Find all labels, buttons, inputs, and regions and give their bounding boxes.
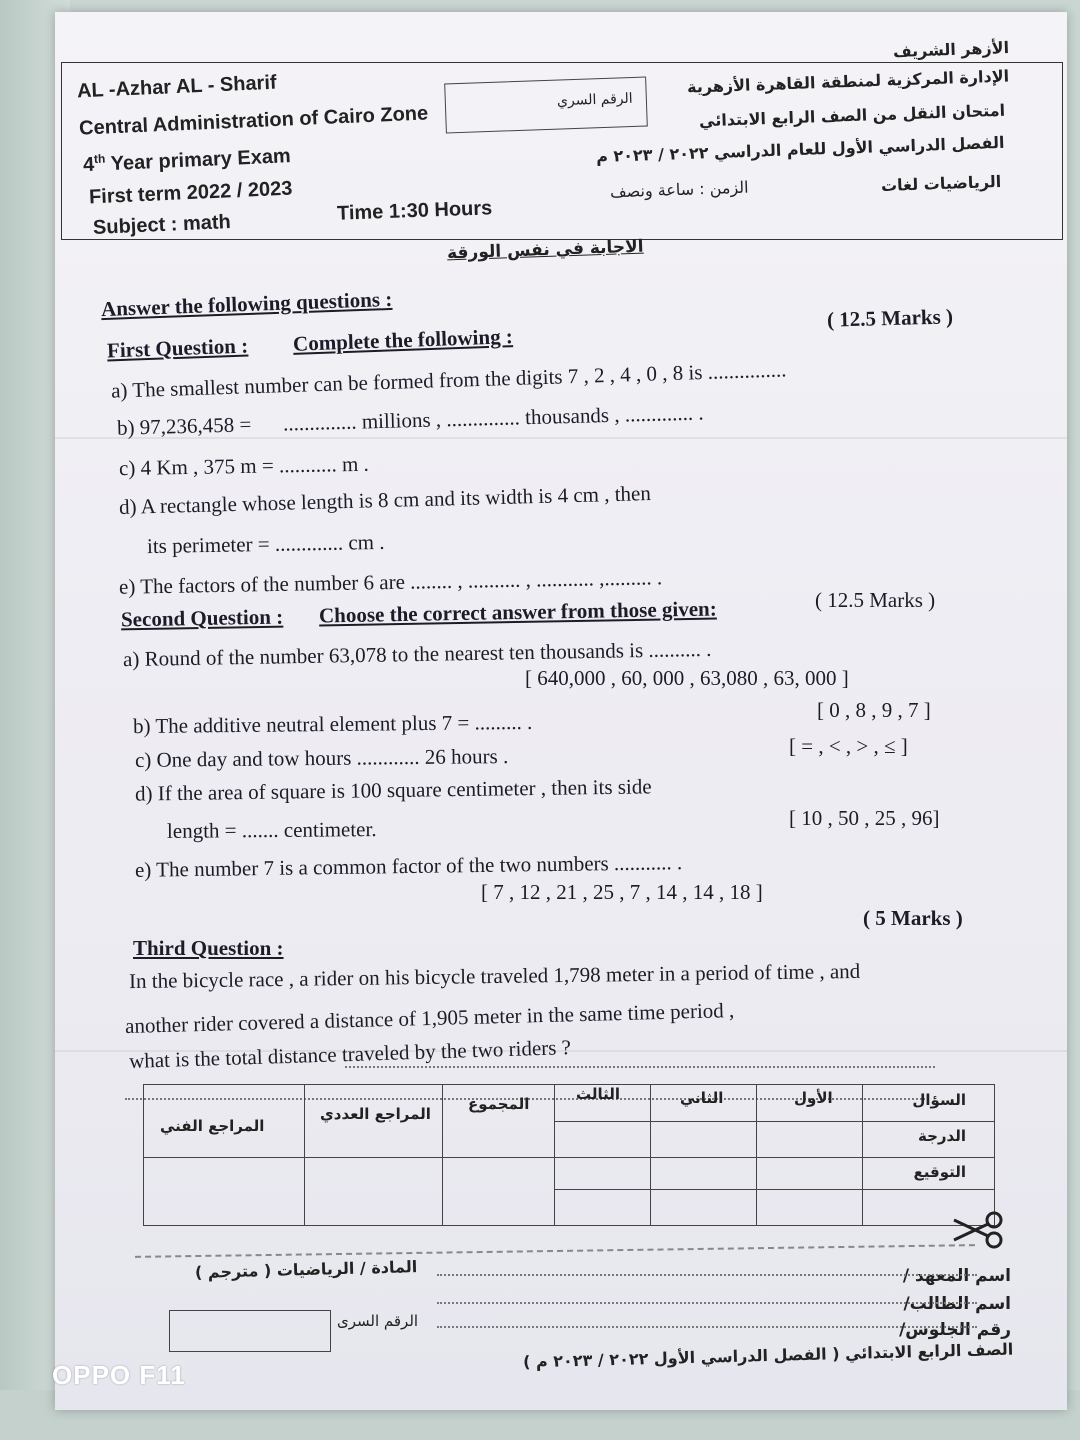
cut-line: [135, 1244, 975, 1258]
footer-student: اسم الطالب/: [903, 1294, 1011, 1314]
exam-paper: [55, 12, 1067, 1410]
answer-note: الاجابة في نفس الورقة: [446, 236, 644, 264]
footer-secret-label: الرقم السرى: [337, 1312, 419, 1330]
instructions: Answer the following questions :: [100, 286, 393, 322]
q1-title: First Question :: [106, 333, 249, 363]
q2-item-b-choices: [ 0 , 8 , 9 , 7 ]: [817, 698, 931, 722]
header-year-number: 4: [82, 153, 95, 177]
grade-table-total: المجموع: [468, 1095, 530, 1113]
q2-item-a-choices: [ 640,000 , 60, 000 , 63,080 , 63, 000 ]: [525, 666, 849, 690]
q2-item-e-choices: [ 7 , 12 , 21 , 25 , 7 , 14 , 14 , 18 ]: [481, 880, 763, 904]
q2-item-d-length: length = ....... centimeter.: [166, 817, 377, 843]
grade-table-divider: [304, 1085, 305, 1225]
header-ar-time: الزمن : ساعة ونصف: [610, 177, 750, 202]
q1-item-c: c) 4 Km , 375 m = ........... m .: [118, 451, 370, 481]
grade-table-divider: [554, 1085, 555, 1225]
q3-answer-line: [345, 1066, 935, 1068]
grade-table-row-line: [554, 1189, 994, 1190]
grade-table-row-line: [144, 1157, 994, 1158]
grade-table-signature: التوقيع: [913, 1163, 966, 1181]
q2-subtitle: Choose the correct answer from those given:: [318, 596, 717, 628]
header-exam-text: Year primary Exam: [110, 145, 292, 175]
q3-line2: another rider covered a distance of 1,905 meter in the same time period ,: [124, 998, 735, 1038]
grade-table-divider: [442, 1085, 443, 1225]
q2-item-c-choices: [ = , < , > , ≤ ]: [789, 734, 908, 758]
grade-table-divider: [862, 1085, 863, 1225]
q2-item-d-choices: [ 10 , 50 , 25 , 96]: [789, 806, 940, 830]
q2-item-c: c) One day and tow hours ............ 26 hours .: [134, 744, 509, 772]
q2-item-e: e) The number 7 is a common factor of the two numbers ........... .: [134, 850, 683, 882]
q3-line1: In the bicycle race , a rider on his bicycle traveled 1,798 meter in a period of time , and: [128, 958, 861, 994]
grade-table-numeric-reviewer: المراجع العددي: [320, 1105, 431, 1123]
header-ar-subject: الرياضيات لغات: [880, 171, 1002, 196]
footer-institute-line: [437, 1274, 977, 1276]
header-subject: Subject : math: [92, 211, 232, 239]
footer-subject: المادة / الرياضيات ( مترجم ): [194, 1257, 418, 1282]
q1-item-d: d) A rectangle whose length is 8 cm and its width is 4 cm , then: [118, 481, 652, 519]
q2-item-b: b) The additive neutral element plus 7 = ......... .: [132, 709, 533, 739]
header-admin: Central Administration of Cairo Zone: [78, 102, 429, 140]
grade-table-divider: [650, 1085, 651, 1225]
q1-item-d-perimeter: its perimeter = ............. cm .: [146, 529, 385, 559]
q3-line3: what is the total distance traveled by the two riders ?: [128, 1035, 572, 1073]
q2-title: Second Question :: [120, 604, 284, 632]
grade-table: [143, 1084, 995, 1226]
q2-item-d: d) If the area of square is 100 square centimeter , then its side: [134, 774, 652, 806]
header-ar-term: الفصل الدراسي الأول للعام الدراسي ٢٠٢٢ / ٢٠٢٣ م: [596, 132, 1006, 167]
q1-marks: ( 12.5 Marks ): [826, 304, 954, 332]
grade-table-question: السؤال: [912, 1091, 966, 1109]
header-ar-org: الأزهر الشريف: [892, 37, 1010, 62]
grade-table-divider: [756, 1085, 757, 1225]
camera-watermark: OPPO F11: [52, 1360, 186, 1390]
header-year-suffix: th: [93, 151, 106, 167]
q2-item-a: a) Round of the number 63,078 to the nearest ten thousands is .......... .: [122, 636, 712, 672]
header-term: First term 2022 / 2023: [88, 177, 293, 209]
header-time: Time 1:30 Hours: [336, 197, 493, 225]
q1-item-b-blanks: .............. millions , .............. thousands , ............. .: [282, 400, 704, 436]
grade-table-first: الأول: [794, 1089, 833, 1107]
q1-item-e: e) The factors of the number 6 are ........ , .......... , ........... ,......... .: [118, 565, 663, 599]
footer-seat: رقم الجلوس/: [899, 1320, 1011, 1340]
q1-item-a: a) The smallest number can be formed from the digits 7 , 2 , 4 , 0 , 8 is ...............: [110, 357, 787, 403]
grade-table-grade: الدرجة: [918, 1127, 966, 1145]
footer-institute: اسم المعهد /: [902, 1266, 1011, 1286]
q3-marks: ( 5 Marks ): [863, 906, 963, 930]
header-org: AL -Azhar AL - Sharif: [76, 71, 278, 103]
grade-table-third: الثالث: [576, 1085, 621, 1103]
q2-marks: ( 12.5 Marks ): [815, 588, 936, 612]
q3-title: Third Question :: [133, 936, 284, 960]
header-ar-exam: امتحان النقل من الصف الرابع الابتدائي: [698, 100, 1006, 131]
grade-table-row-line: [554, 1121, 994, 1122]
footer-seat-line: [437, 1326, 977, 1328]
q1-subtitle: Complete the following :: [292, 324, 514, 356]
grade-table-technical-reviewer: المراجع الفني: [160, 1117, 265, 1135]
q1-item-b: b) 97,236,458 =: [116, 412, 252, 440]
secret-number-label: الرقم السري: [556, 90, 633, 110]
scissors-icon: [950, 1210, 1006, 1250]
header-ar-admin: الإدارة المركزية لمنطقة القاهرة الأزهرية: [686, 66, 1010, 97]
footer-secret-box: [169, 1310, 331, 1352]
footer-grade-line: الصف الرابع الابتدائي ( الفصل الدراسي الأول ٢٠٢٢ / ٢٠٢٣ م ): [522, 1339, 1014, 1372]
grade-table-second: الثاني: [680, 1089, 724, 1107]
footer-student-line: [437, 1302, 977, 1304]
